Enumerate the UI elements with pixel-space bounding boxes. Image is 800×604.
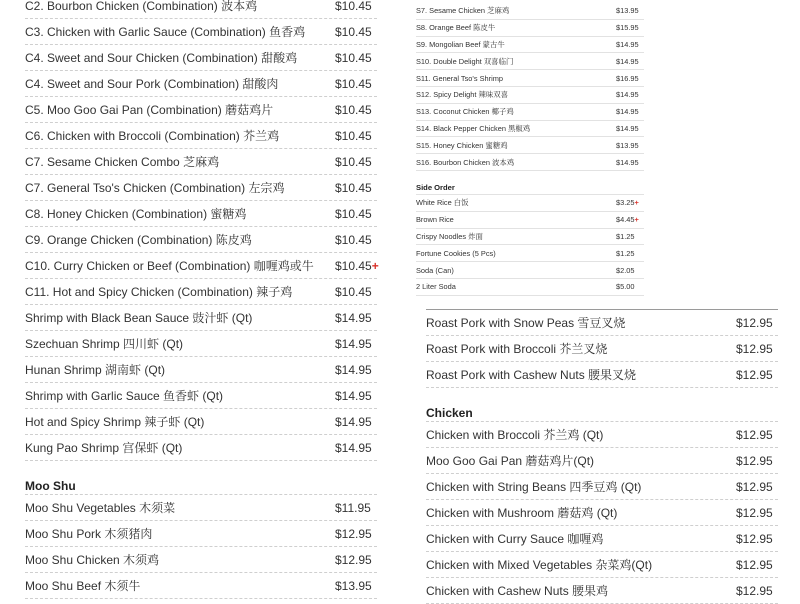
item-price: $10.45	[335, 128, 372, 143]
menu-item[interactable]	[426, 310, 778, 336]
item-name: Soda (Can)	[416, 265, 454, 275]
item-price: $12.95	[736, 315, 773, 330]
item-name: Brown Rice	[416, 215, 454, 225]
menu-item[interactable]	[416, 279, 644, 296]
item-price: $3.25+	[616, 198, 639, 208]
item-name: C10. Curry Chicken or Beef (Combination) 咖喱鸡或牛	[25, 259, 314, 273]
item-name: Shrimp with Black Bean Sauce 豉汁虾 (Qt)	[25, 311, 253, 325]
item-price: $14.95	[335, 440, 372, 455]
section-title-chicken: Chicken	[426, 398, 778, 422]
menu-item[interactable]	[426, 500, 778, 526]
shrimp-list	[25, 305, 377, 461]
item-price: $14.95	[616, 56, 639, 66]
item-name: Moo Shu Beef 木须牛	[25, 579, 141, 593]
item-price: $14.95	[335, 310, 372, 325]
clipped-row-divider	[426, 297, 778, 310]
item-name: Fortune Cookies (5 Pcs)	[416, 248, 496, 258]
menu-item[interactable]	[426, 362, 778, 388]
item-price: $13.95	[335, 578, 372, 593]
item-name: Chicken with Broccoli 芥兰鸡 (Qt)	[426, 428, 604, 442]
item-price: $10.45	[335, 154, 372, 169]
menu-item[interactable]	[25, 45, 377, 71]
item-price: $14.95	[616, 157, 639, 167]
left-menu-column	[25, 0, 377, 600]
item-price: $12.95	[736, 583, 773, 598]
item-name: S7. Sesame Chicken 芝麻鸡	[416, 6, 510, 16]
item-price: $11.95	[335, 500, 371, 515]
item-name: C11. Hot and Spicy Chicken (Combination) 辣子鸡	[25, 285, 293, 299]
item-price: $16.95	[616, 73, 639, 83]
menu-item[interactable]	[25, 409, 377, 435]
item-price: $14.95	[335, 362, 372, 377]
menu-item[interactable]	[25, 175, 377, 201]
item-price: $14.95	[616, 39, 639, 49]
menu-item[interactable]	[25, 201, 377, 227]
item-price: $15.95	[616, 23, 639, 33]
menu-item[interactable]	[426, 552, 778, 578]
combination-list	[25, 0, 377, 305]
menu-item[interactable]	[416, 87, 644, 104]
item-price: $4.45+	[616, 215, 639, 225]
item-name: Chicken with Cashew Nuts 腰果鸡	[426, 584, 609, 598]
item-name: 2 Liter Soda	[416, 282, 456, 292]
item-name: Chicken with Mushroom 蘑菇鸡 (Qt)	[426, 506, 618, 520]
item-price: $12.95	[736, 479, 773, 494]
right-menu-column	[426, 297, 778, 600]
menu-item[interactable]	[25, 495, 377, 521]
item-name: S8. Orange Beef 陈皮牛	[416, 23, 496, 33]
item-name: S10. Double Delight 双喜临门	[416, 56, 514, 66]
item-name: C8. Honey Chicken (Combination) 蜜糖鸡	[25, 207, 247, 221]
item-price: $12.95	[736, 427, 773, 442]
item-price: $12.95	[335, 526, 372, 541]
item-name: Moo Goo Gai Pan 蘑菇鸡片(Qt)	[426, 454, 595, 468]
item-price: $10.45	[335, 50, 372, 65]
item-name: C2. Bourbon Chicken (Combination) 波本鸡	[25, 0, 258, 13]
item-price: $12.95	[736, 341, 773, 356]
menu-item[interactable]	[416, 154, 644, 171]
item-price: $10.45+	[335, 258, 379, 273]
menu-item[interactable]	[416, 3, 644, 20]
item-price: $12.95	[335, 552, 372, 567]
menu-item[interactable]	[426, 422, 778, 448]
item-name: White Rice 白饭	[416, 198, 469, 208]
menu-item[interactable]	[416, 229, 644, 246]
menu-item[interactable]	[25, 357, 377, 383]
item-price: $10.45	[335, 102, 372, 117]
menu-item[interactable]	[25, 19, 377, 45]
item-price: $13.95	[616, 140, 639, 150]
item-price: $14.95	[616, 90, 639, 100]
item-price: $14.95	[616, 107, 639, 117]
item-price: $14.95	[335, 414, 372, 429]
menu-item[interactable]	[25, 253, 377, 279]
menu-item[interactable]	[25, 331, 377, 357]
item-name: Kung Pao Shrimp 宫保虾 (Qt)	[25, 441, 183, 455]
item-price: $12.95	[736, 505, 773, 520]
middle-menu-column	[416, 0, 644, 297]
side-order-list	[416, 195, 644, 296]
menu-item[interactable]	[416, 212, 644, 229]
menu-item[interactable]	[416, 262, 644, 279]
item-price: $2.05	[616, 265, 635, 275]
menu-item[interactable]	[416, 37, 644, 54]
menu-item[interactable]	[416, 53, 644, 70]
item-name: Roast Pork with Snow Peas 雪豆叉烧	[426, 316, 626, 330]
item-name: Chicken with Mixed Vegetables 杂菜鸡(Qt)	[426, 558, 653, 572]
roast-pork-list	[426, 310, 778, 388]
menu-item[interactable]	[25, 573, 377, 599]
item-price: $10.45	[335, 24, 372, 39]
item-name: C6. Chicken with Broccoli (Combination) 芥兰鸡	[25, 129, 280, 143]
menu-item[interactable]	[25, 97, 377, 123]
item-name: Roast Pork with Broccoli 芥兰叉烧	[426, 342, 608, 356]
menu-item[interactable]	[416, 20, 644, 37]
item-name: S16. Bourbon Chicken 波本鸡	[416, 157, 515, 167]
menu-item[interactable]	[25, 383, 377, 409]
menu-item[interactable]	[426, 474, 778, 500]
item-name: Moo Shu Chicken 木须鸡	[25, 553, 160, 567]
menu-item[interactable]	[25, 521, 377, 547]
item-name: Shrimp with Garlic Sauce 鱼香虾 (Qt)	[25, 389, 224, 403]
menu-item[interactable]	[25, 149, 377, 175]
menu-item[interactable]	[25, 71, 377, 97]
menu-item[interactable]	[426, 526, 778, 552]
chicken-list	[426, 422, 778, 604]
item-name: Moo Shu Pork 木须猪肉	[25, 527, 153, 541]
item-name: Hot and Spicy Shrimp 辣子虾 (Qt)	[25, 415, 205, 429]
item-name: S11. General Tso's Shrimp	[416, 73, 503, 83]
item-name: C7. Sesame Chicken Combo 芝麻鸡	[25, 155, 220, 169]
item-price: $12.95	[736, 367, 773, 382]
item-price: $10.45	[335, 0, 372, 13]
item-price: $5.00	[616, 282, 635, 292]
item-name: Crispy Noodles 炸面	[416, 231, 483, 241]
item-price: $1.25	[616, 248, 635, 258]
menu-item[interactable]	[25, 0, 377, 19]
menu-item[interactable]	[416, 137, 644, 154]
item-price: $12.95	[736, 453, 773, 468]
item-name: S13. Coconut Chicken 椰子鸡	[416, 107, 514, 117]
item-name: Szechuan Shrimp 四川虾 (Qt)	[25, 337, 184, 351]
menu-item[interactable]	[25, 227, 377, 253]
menu-item[interactable]	[25, 435, 377, 461]
item-name: C7. General Tso's Chicken (Combination) 左宗鸡	[25, 181, 285, 195]
item-name: Chicken with Curry Sauce 咖喱鸡	[426, 532, 604, 546]
item-name: C4. Sweet and Sour Chicken (Combination) 甜酸鸡	[25, 51, 298, 65]
menu-item[interactable]	[416, 121, 644, 138]
item-price: $12.95	[736, 557, 773, 572]
menu-item[interactable]	[25, 547, 377, 573]
item-price: $14.95	[616, 123, 639, 133]
item-name: C5. Moo Goo Gai Pan (Combination) 蘑菇鸡片	[25, 103, 274, 117]
item-name: S14. Black Pepper Chicken 黑椒鸡	[416, 123, 531, 133]
item-name: Roast Pork with Cashew Nuts 腰果叉烧	[426, 368, 637, 382]
menu-item[interactable]	[426, 448, 778, 474]
item-price: $14.95	[335, 336, 372, 351]
section-title-side-order: Side Order	[416, 177, 644, 195]
menu-item[interactable]	[25, 279, 377, 305]
item-price: $10.45	[335, 206, 372, 221]
menu-item[interactable]	[25, 305, 377, 331]
section-title-moo-shu: Moo Shu	[25, 471, 377, 495]
menu-item[interactable]	[25, 123, 377, 149]
item-price: $1.25	[616, 231, 635, 241]
item-name: Hunan Shrimp 湖南虾 (Qt)	[25, 363, 166, 377]
item-price: $10.45	[335, 76, 372, 91]
moo-shu-list	[25, 495, 377, 599]
menu-item[interactable]	[416, 245, 644, 262]
item-price: $10.45	[335, 180, 372, 195]
item-name: C4. Sweet and Sour Pork (Combination) 甜酸肉	[25, 77, 279, 91]
item-price: $10.45	[335, 232, 372, 247]
menu-item[interactable]	[426, 336, 778, 362]
menu-item[interactable]	[416, 195, 644, 212]
item-name: S9. Mongolian Beef 蒙古牛	[416, 39, 505, 49]
item-name: S12. Spicy Delight 辣味双喜	[416, 90, 509, 100]
item-name: C3. Chicken with Garlic Sauce (Combination) 鱼香鸡	[25, 25, 306, 39]
specials-list	[416, 3, 644, 171]
item-price: $13.95	[616, 6, 639, 16]
item-name: Moo Shu Vegetables 木须菜	[25, 501, 176, 515]
item-price: $10.45	[335, 284, 372, 299]
item-name: S15. Honey Chicken 蜜糖鸡	[416, 140, 508, 150]
menu-item[interactable]	[426, 578, 778, 604]
menu-item[interactable]	[416, 70, 644, 87]
item-name: Chicken with String Beans 四季豆鸡 (Qt)	[426, 480, 642, 494]
item-price: $14.95	[335, 388, 372, 403]
item-name: C9. Orange Chicken (Combination) 陈皮鸡	[25, 233, 252, 247]
item-price: $12.95	[736, 531, 773, 546]
menu-item[interactable]	[416, 104, 644, 121]
